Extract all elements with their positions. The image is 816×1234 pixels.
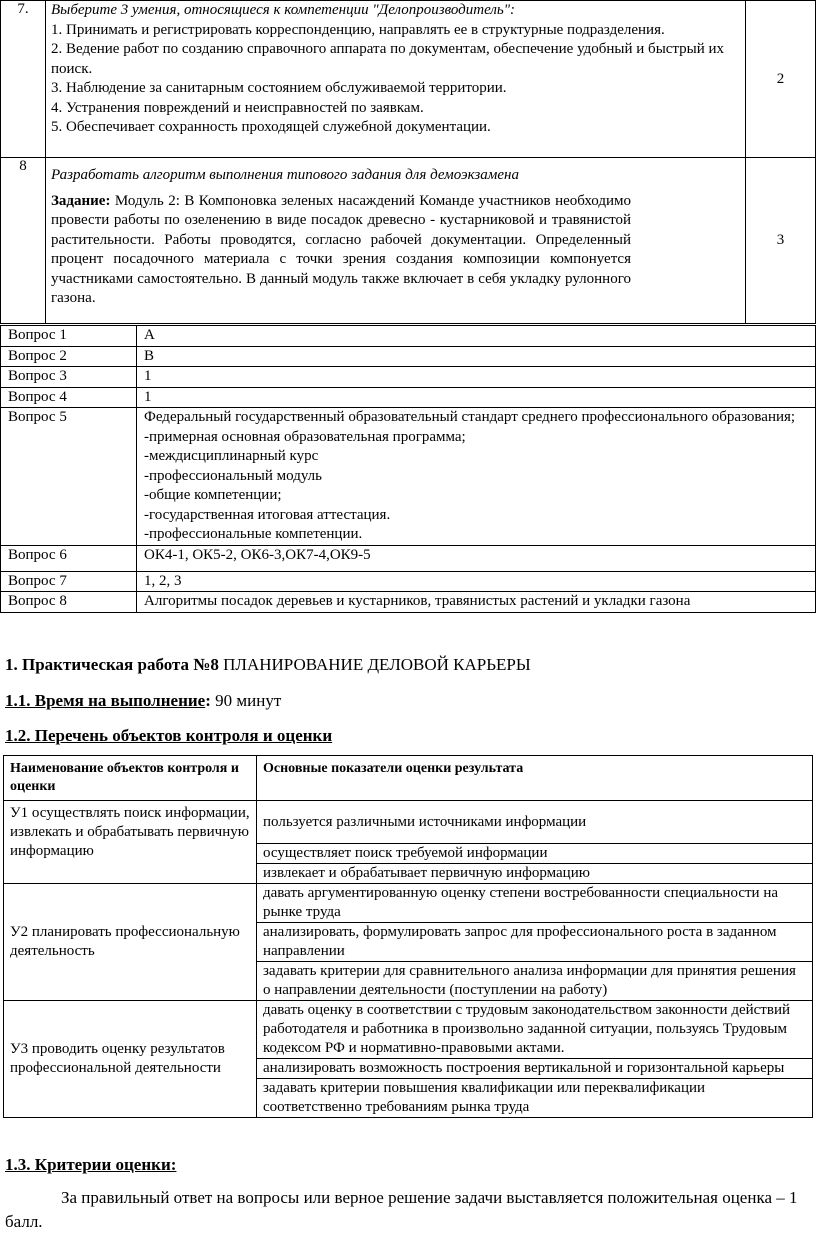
answer-question: Вопрос 1	[1, 326, 137, 347]
evaluation-indicator: анализировать, формулировать запрос для профессионального роста в заданном направлении	[257, 923, 813, 962]
evaluation-row	[4, 801, 813, 844]
answer-row	[1, 326, 816, 347]
evaluation-header-objects: Наименование объектов контроля и оценки	[4, 756, 257, 801]
evaluation-indicator: пользуется различными источниками информации	[257, 801, 813, 844]
answer-row	[1, 367, 816, 388]
task-option: 1. Принимать и регистрировать корреспонденцию, направлять ее в структурные подразделения.	[51, 21, 665, 38]
practical-heading-number: 1. Практическая работа №8	[5, 655, 219, 674]
answer-value: Алгоритмы посадок деревьев и кустарников, травянистых растений и укладки газона	[137, 592, 816, 613]
task-description	[51, 192, 631, 309]
tasks-table	[0, 0, 816, 324]
criteria-text: За правильный ответ на вопросы или верное решение задачи выставляется положительная оценка – 1 балл.	[5, 1188, 798, 1231]
task-number: 8	[1, 158, 46, 324]
answer-row	[1, 592, 816, 613]
answer-value	[137, 408, 816, 546]
task-label: Задание:	[51, 192, 111, 209]
task-row-8	[1, 158, 816, 324]
answer-line: -профессиональный модуль	[144, 467, 323, 484]
answer-line: -примерная основная образовательная программа;	[144, 428, 466, 445]
evaluation-object: У3 проводить оценку результатов профессиональной деятельности	[4, 1001, 257, 1118]
evaluation-indicator: осуществляет поиск требуемой информации	[257, 844, 813, 864]
practical-heading-title: ПЛАНИРОВАНИЕ ДЕЛОВОЙ КАРЬЕРЫ	[218, 655, 531, 674]
answer-question: Вопрос 3	[1, 367, 137, 388]
answers-table	[0, 325, 816, 613]
answer-question: Вопрос 4	[1, 387, 137, 408]
answer-row	[1, 387, 816, 408]
task-number: 7.	[1, 1, 46, 158]
time-value: 90 минут	[210, 691, 282, 710]
evaluation-indicator: анализировать возможность построения вертикальной и горизонтальной карьеры	[257, 1059, 813, 1079]
task-question: Выберите 3 умения, относящиеся к компетенции "Делопроизводитель":	[51, 2, 516, 18]
answer-value: ОК4-1, ОК5-2, ОК6-3,ОК7-4,ОК9-5	[137, 545, 816, 571]
task-option: 3. Наблюдение за санитарным состоянием обслуживаемой территории.	[51, 80, 507, 96]
answer-line: -междисциплинарный курс	[144, 448, 319, 464]
time-heading	[5, 691, 281, 711]
objects-heading: 1.2. Перечень объектов контроля и оценки	[5, 726, 333, 745]
task-points: 2	[746, 1, 816, 158]
answer-question: Вопрос 8	[1, 592, 137, 613]
criteria-heading: 1.3. Критерии оценки:	[5, 1155, 177, 1174]
answer-line: -государственная итоговая аттестация.	[144, 506, 391, 523]
evaluation-indicator: задавать критерии повышения квалификации или переквалификации соответственно требованиям рынка труда	[257, 1079, 813, 1118]
task-content	[46, 1, 746, 158]
answer-question: Вопрос 2	[1, 346, 137, 367]
evaluation-header-indicators: Основные показатели оценки результата	[257, 756, 813, 801]
answer-question: Вопрос 5	[1, 408, 137, 546]
time-label: 1.1. Время на выполнение	[5, 691, 206, 710]
evaluation-indicator: давать оценку в соответствии с трудовым законодательством законности действий работодателя и работника в произвольно заданной ситуации, пользуясь Трудовым кодексом РФ и нормативно-правовыми актами.	[257, 1001, 813, 1059]
evaluation-table	[3, 755, 813, 1118]
answer-value: В	[137, 346, 816, 367]
task-option: 2. Ведение работ по созданию справочного аппарата по документам, обеспечение удобный и быстрый их поиск.	[51, 41, 725, 77]
task-text: Модуль 2: В Компоновка зеленых насаждений Команде участников необходимо провести работы по озеленению в виде посадок древесно - кустарниковой и травянистой растительности. Работы проводятся, согласно рабочей документации. Определенный процент посадочного материала с точки зрения создания композиции компонуется участниками самостоятельно. В данный модуль также включает в себя укладку рулонного газона.	[51, 192, 631, 306]
answer-value: 1	[137, 367, 816, 388]
evaluation-header-row	[4, 756, 813, 801]
evaluation-indicator: давать аргументированную оценку степени востребованности специальности на рынке труда	[257, 884, 813, 923]
evaluation-object: У2 планировать профессиональную деятельность	[4, 884, 257, 1001]
answer-value: А	[137, 326, 816, 347]
task-title: Разработать алгоритм выполнения типового задания для демоэкзамена	[51, 167, 519, 183]
task-option: 4. Устранения повреждений и неисправностей по заявкам.	[51, 99, 424, 116]
task-row-7	[1, 1, 816, 158]
task-content	[46, 158, 746, 324]
answer-question: Вопрос 7	[1, 571, 137, 592]
time-colon: :	[205, 691, 211, 710]
answer-row	[1, 571, 816, 592]
answer-value: 1	[137, 387, 816, 408]
evaluation-indicator: извлекает и обрабатывает первичную информацию	[257, 864, 813, 884]
answer-row	[1, 408, 816, 546]
evaluation-row	[4, 884, 813, 923]
answer-value: 1, 2, 3	[137, 571, 816, 592]
answer-row	[1, 346, 816, 367]
practical-heading	[5, 655, 531, 675]
answer-question: Вопрос 6	[1, 545, 137, 571]
answer-line: Федеральный государственный образовательный стандарт среднего профессионального образования;	[144, 409, 796, 425]
answer-line: -профессиональные компетенции.	[144, 526, 363, 542]
task-option: 5. Обеспечивает сохранность проходящей служебной документации.	[51, 119, 491, 135]
evaluation-row	[4, 1001, 813, 1059]
evaluation-object: У1 осуществлять поиск информации, извлекать и обрабатывать первичную информацию	[4, 801, 257, 884]
answer-line: -общие компетенции;	[144, 487, 282, 503]
answer-row	[1, 545, 816, 571]
evaluation-indicator: задавать критерии для сравнительного анализа информации для принятия решения о направлении деятельности (поступлении на работу)	[257, 962, 813, 1001]
task-points: 3	[746, 158, 816, 324]
